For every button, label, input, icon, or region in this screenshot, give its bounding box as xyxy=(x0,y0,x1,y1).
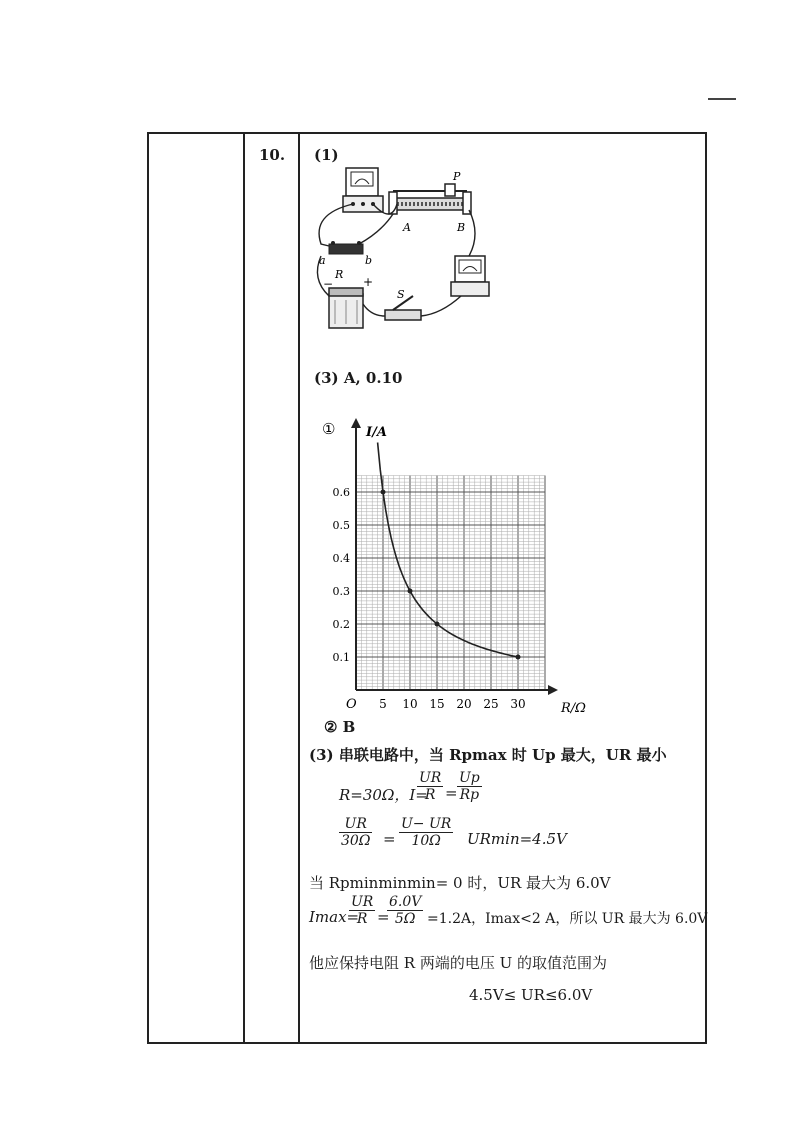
circuit-diagram xyxy=(301,164,501,339)
eq2-fraction-1 xyxy=(339,816,372,849)
line4-result: =1.2A，Imax<2 A，所以 UR 最大为 6.0V xyxy=(427,911,708,927)
x-tick-label: 20 xyxy=(456,697,472,711)
graph-xlabel: R/Ω xyxy=(561,701,586,716)
eq2-frac2-num: U− UR xyxy=(401,816,452,832)
eq1-frac2-num: Up xyxy=(459,770,480,786)
x-tick-label: 5 xyxy=(379,697,387,711)
data-point xyxy=(516,655,521,660)
eq1-fraction-2 xyxy=(457,770,482,803)
data-point xyxy=(408,589,413,594)
line4-equals: = xyxy=(377,908,390,926)
battery-icon xyxy=(329,288,363,328)
switch-label: S xyxy=(397,288,405,301)
y-tick-label: 0.6 xyxy=(332,486,350,499)
line4-frac2-num: 6.0V xyxy=(389,894,422,910)
ammeter-icon xyxy=(451,256,489,296)
graph-circle-label: ① xyxy=(322,420,336,438)
line4-fraction-1 xyxy=(349,894,375,927)
resistor-label-b: b xyxy=(365,254,373,267)
x-tick-label: 25 xyxy=(483,697,499,711)
x-tick-label: 10 xyxy=(402,697,418,711)
eq2-result: URmin=4.5V xyxy=(467,830,567,848)
eq2-frac1-num: UR xyxy=(339,816,372,833)
part1-label: (1) xyxy=(314,146,339,164)
resistor-icon xyxy=(329,241,363,254)
part3-range: 4.5V≤ UR≤6.0V xyxy=(469,986,593,1004)
eq2-frac2-den: 10Ω xyxy=(411,833,441,849)
battery-plus: + xyxy=(363,275,374,289)
data-point xyxy=(381,490,386,495)
graph-origin: O xyxy=(346,697,357,712)
graph-ylabel: I/A xyxy=(366,425,387,440)
eq1-left: R=30Ω，I= xyxy=(339,786,428,804)
resistor-label-r: R xyxy=(335,268,344,281)
y-tick-label: 0.1 xyxy=(332,651,350,664)
answer-table xyxy=(147,132,707,1044)
eq1-frac1-num: UR xyxy=(419,770,442,786)
y-tick-label: 0.4 xyxy=(332,552,350,565)
line4-frac1-den: R xyxy=(356,911,368,927)
part3-intro: (3) 串联电路中，当 Rpmax 时 Up 最大，UR 最小 xyxy=(309,746,667,764)
page-corner-mark xyxy=(708,98,736,100)
x-axis-arrow-icon xyxy=(548,685,558,695)
part3-line5: 他应保持电阻 R 两端的电压 U 的取值范围为 xyxy=(309,954,608,972)
eq2-equals: = xyxy=(383,830,396,848)
eq1-frac1-den: R xyxy=(424,787,436,803)
y-tick-label: 0.2 xyxy=(332,618,350,631)
resistor-label-a: a xyxy=(319,254,326,267)
column-divider-1 xyxy=(243,134,245,1042)
eq1-equals: = xyxy=(445,784,458,802)
x-tick-label: 15 xyxy=(429,697,445,711)
eq2-fraction-2 xyxy=(399,816,453,849)
line4-frac1-num: UR xyxy=(351,894,374,910)
part2-answer: ② B xyxy=(324,718,356,736)
x-tick-label: 30 xyxy=(510,697,526,711)
rheostat-icon xyxy=(389,184,471,214)
rheostat-label-p: P xyxy=(453,170,461,183)
eq2-frac1-den: 30Ω xyxy=(341,833,371,849)
line4-frac2-den: 5Ω xyxy=(394,911,416,927)
rheostat-label-a: A xyxy=(403,221,411,234)
part3-line3: 当 Rpminminmin= 0 时，UR 最大为 6.0V xyxy=(309,874,611,892)
y-tick-label: 0.3 xyxy=(332,585,350,598)
battery-minus: − xyxy=(323,277,334,291)
question-number: 10. xyxy=(259,146,286,164)
part3-first-answer: (3) A, 0.10 xyxy=(314,369,403,387)
rheostat-label-b: B xyxy=(457,221,466,234)
y-axis-arrow-icon xyxy=(351,418,361,428)
eq1-fraction-1 xyxy=(417,770,443,803)
line4-fraction-2 xyxy=(387,894,423,927)
y-tick-label: 0.5 xyxy=(332,519,350,532)
line4-imax: Imax= xyxy=(309,908,360,926)
current-resistance-graph xyxy=(314,414,586,719)
eq1-frac2-den: Rp xyxy=(459,787,480,803)
column-divider-2 xyxy=(298,134,300,1042)
data-point xyxy=(435,622,440,627)
